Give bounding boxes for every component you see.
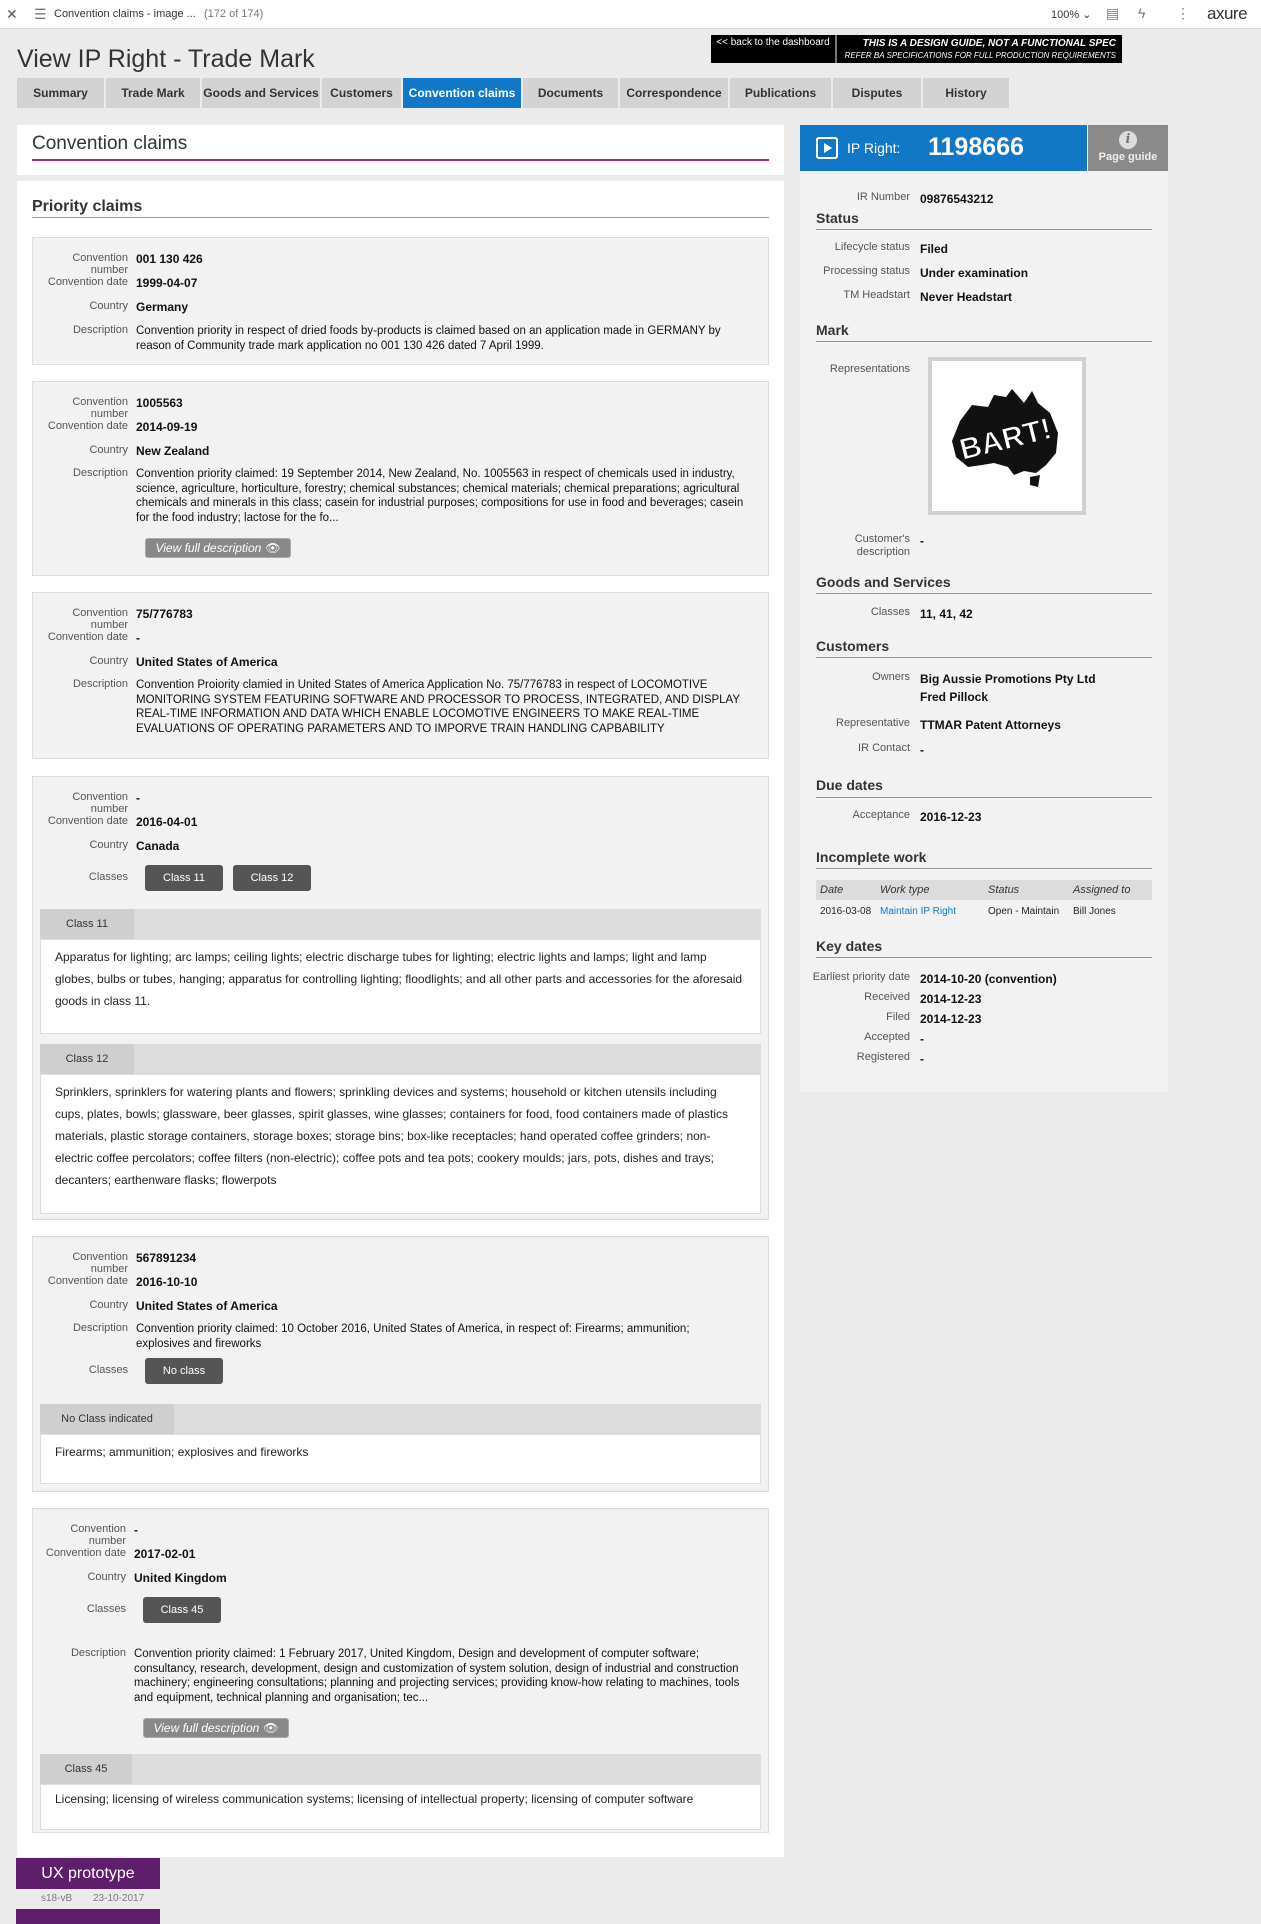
claim-date-row — [33, 1275, 197, 1289]
field-label: Country — [89, 1299, 128, 1311]
priority-claims-panel — [17, 181, 784, 1857]
filed-row — [800, 1011, 981, 1028]
class-detail-text: Licensing; licensing of wireless communication systems; licensing of intellectual property; licensing of computer software — [40, 1784, 761, 1830]
field-label: Convention number — [72, 252, 128, 276]
convention-date: 2016-10-10 — [136, 1275, 198, 1289]
field-label: Acceptance — [852, 809, 910, 821]
claim-country-row — [33, 655, 278, 669]
field-label: Country — [89, 300, 128, 312]
accepted-date: - — [920, 1032, 924, 1046]
field-label: Earliest priority date — [812, 971, 910, 983]
mark-title: Mark — [816, 322, 849, 338]
filed-date: 2014-12-23 — [920, 1012, 982, 1026]
field-label: Classes — [86, 1603, 126, 1615]
axure-logo: axure — [1207, 4, 1248, 23]
convention-description: Convention priority claimed: 1 February 2017, United Kingdom, Design and development of computer software; consultancy, research, development, design and customization of system solution, design of industrial and construction machinery; engineering consultations; planning and projecting services; providing know-how relating to machines, tools and equipment, technical planning and organisation; tec... — [134, 1648, 740, 1704]
field-label: Description — [72, 324, 128, 336]
representative-row — [800, 717, 1061, 734]
convention-country: New Zealand — [136, 444, 210, 458]
goods-title: Goods and Services — [816, 574, 951, 590]
info-icon: i — [1119, 131, 1137, 149]
claim-card — [32, 381, 769, 576]
claim-date-row — [31, 1547, 195, 1561]
convention-number: 75/776783 — [136, 607, 193, 621]
claim-description-row — [33, 678, 744, 736]
section-divider — [816, 797, 1152, 798]
field-label: IR Contact — [858, 742, 910, 754]
claim-card — [32, 1508, 769, 1833]
customer-description: - — [920, 534, 924, 548]
class-detail-header — [40, 1044, 761, 1074]
convention-date: 2014-09-19 — [136, 420, 198, 434]
section-divider — [816, 657, 1152, 658]
tab-publications[interactable]: Publications — [730, 78, 831, 108]
owners-row-2 — [800, 689, 988, 706]
work-date: 2016-03-08 — [820, 905, 872, 917]
claim-description-row — [31, 1647, 744, 1705]
view-full-description-button[interactable] — [145, 538, 291, 558]
incomplete-work-title: Incomplete work — [816, 849, 927, 865]
convention-number: 1005563 — [136, 396, 183, 410]
ip-right-number: 1198666 — [928, 133, 1024, 161]
tab-customers[interactable]: Customers — [322, 78, 401, 108]
axure-toolbar — [0, 0, 1261, 29]
convention-description: Convention priority in respect of dried foods by-products is claimed based on an application made in GERMANY by reason of Community trade mark application no 001 130 426 dated 7 April 1999. — [136, 325, 721, 352]
field-label: Convention number — [72, 607, 128, 631]
convention-country: Germany — [136, 300, 189, 314]
class-detail-tag: Class 45 — [40, 1754, 132, 1784]
headstart-row — [800, 289, 1012, 306]
page-guide-button[interactable] — [1088, 125, 1168, 171]
field-label: Representations — [829, 363, 910, 375]
convention-date: - — [136, 631, 140, 645]
section-title: Convention claims — [32, 133, 188, 154]
goods-classes-row — [800, 606, 973, 623]
convention-description: Convention priority claimed: 19 September 2014, New Zealand, No. 1005563 in respect of chemicals used in industry, science, agriculture, horticulture, forestry; chemical substances; chemical materials; chemical preparations; agricultural chemicals and minerals in this class; casein for industrial purposes; compositions for use in food and beverages; casein for the food industry; lactose for the fo... — [136, 468, 744, 524]
ip-right-header — [800, 125, 1087, 171]
zoom-select[interactable]: 100% ⌄ — [1051, 9, 1092, 21]
design-guide-banner — [711, 35, 1122, 63]
work-status: Open - Maintain — [988, 905, 1060, 917]
claim-country-row — [33, 839, 179, 853]
claim-number-row — [33, 252, 203, 276]
work-assignee: Bill Jones — [1073, 905, 1116, 917]
section-divider — [816, 341, 1152, 342]
processing-status: Under examination — [920, 266, 1029, 280]
convention-number: - — [134, 1523, 138, 1537]
claim-number-row — [31, 1523, 138, 1547]
claim-description-row — [33, 324, 744, 353]
field-label: Convention date — [47, 1275, 128, 1287]
claim-classes-row — [31, 1603, 134, 1615]
field-label: Description — [70, 1647, 126, 1659]
page-title: View IP Right - Trade Mark — [17, 45, 315, 73]
claim-description-row — [33, 467, 744, 525]
table-header — [816, 880, 1152, 900]
play-icon[interactable] — [816, 137, 838, 159]
ir-contact-row — [800, 742, 924, 759]
claim-date-row — [33, 276, 197, 290]
field-label: Filed — [886, 1011, 910, 1023]
field-label: TM Headstart — [843, 289, 910, 301]
class-11-button[interactable]: Class 11 — [145, 865, 223, 891]
status-title: Status — [816, 210, 859, 226]
priority-claims-divider — [32, 217, 769, 218]
class-detail-text: Sprinklers, sprinklers for watering plants and flowers; sprinkling devices and systems; household or kitchen utensils including cups, plates, bowls; glassware, beer glasses, spirit glasses, wine glasses; containers for food, food containers made of plastics materials, plastic storage containers, storage boxes; storage bins; box-like receptacles; hand operated coffee grinders; non-electric coffee percolators; coffee filters (non-electric); coffee pots and tea pots; cookery moulds; jars, pots, dishes and trays; decanters; earthenware flasks; flowerpots — [40, 1074, 761, 1214]
claim-country-row — [33, 300, 188, 314]
ip-right-label: IP Right: — [847, 140, 901, 156]
owners-row — [800, 671, 1096, 688]
field-label: Customer's description — [854, 533, 910, 558]
field-label: Description — [72, 467, 128, 479]
claim-country-row — [33, 444, 209, 458]
toolbar-page-title: Convention claims - image ... — [54, 8, 196, 20]
field-label: Convention date — [47, 815, 128, 827]
field-label: Country — [87, 1571, 126, 1583]
representative: TTMAR Patent Attorneys — [920, 718, 1061, 732]
earliest-priority-row — [800, 971, 1057, 988]
section-title-underline — [32, 159, 769, 161]
claim-number-row — [33, 607, 193, 631]
claim-number-row — [33, 1251, 196, 1275]
convention-description: Convention Proiority clamied in United States of America Application No. 75/776783 in respect of LOCOMOTIVE MONITORING SYSTEM FEATURING SOFTWARE AND PROCESSOR TO PROCESS, INTEGRATED, AND DISPLAY REAL-TIME INFORMATION AND DATA WHICH ENABLE LOCOMOTIVE ENGINEERS TO MAKE REAL-TIME EVALUATIONS OF OPERATING PARAMETERS AND TO IMPORVE TRAIN HANDLING CAPBABILITY — [136, 679, 740, 735]
claim-description-row — [33, 1322, 744, 1351]
claim-country-row — [33, 1299, 278, 1313]
section-divider — [816, 593, 1152, 594]
convention-date: 2017-02-01 — [134, 1547, 196, 1561]
notes-icon[interactable]: ▤ — [1106, 5, 1120, 21]
prototype-version: s18-vB — [41, 1893, 73, 1904]
representations-row — [800, 363, 920, 376]
column-header: Status — [988, 884, 1020, 896]
owner-2: Fred Pillock — [920, 690, 989, 704]
class-45-button[interactable]: Class 45 — [143, 1597, 221, 1623]
toolbar-page-count: (172 of 174) — [204, 8, 264, 20]
tab-trade-mark[interactable]: Trade Mark — [106, 78, 200, 108]
convention-date: 1999-04-07 — [136, 276, 198, 290]
class-detail-tag: No Class indicated — [40, 1404, 174, 1434]
owner-1: Big Aussie Promotions Pty Ltd — [920, 672, 1096, 686]
prototype-date: 23-10-2017 — [93, 1893, 145, 1904]
back-to-dashboard-link[interactable]: << back to the dashboard — [711, 35, 837, 63]
class-12-button[interactable]: Class 12 — [233, 865, 311, 891]
menu-icon[interactable]: ☰ — [34, 6, 47, 22]
ip-right-summary-panel — [800, 125, 1168, 1092]
convention-country: United States of America — [136, 655, 278, 669]
customers-title: Customers — [816, 638, 890, 654]
section-divider — [816, 229, 1152, 230]
design-guide-sub: REFER BA SPECIFICATIONS FOR FULL PRODUCTION REQUIREMENTS — [844, 51, 1116, 60]
claim-card — [32, 592, 769, 759]
registered-date: - — [920, 1052, 924, 1066]
priority-claims-title: Priority claims — [32, 198, 143, 215]
convention-number: 567891234 — [136, 1251, 197, 1265]
goods-classes: 11, 41, 42 — [920, 607, 973, 621]
eye-icon: 👁 — [263, 1721, 279, 1735]
work-type-link[interactable]: Maintain IP Right — [880, 905, 956, 917]
field-label: Representative — [836, 717, 910, 729]
due-dates-title: Due dates — [816, 777, 883, 793]
prototype-bar — [16, 1909, 160, 1924]
view-full-description-button[interactable] — [143, 1718, 289, 1738]
customer-description-row — [800, 533, 924, 559]
accepted-row — [800, 1031, 924, 1048]
convention-country: United States of America — [136, 1299, 278, 1313]
table-row — [816, 900, 1152, 922]
claim-date-row — [33, 815, 197, 829]
class-detail-tag: Class 11 — [40, 909, 134, 939]
ir-number: 09876543212 — [920, 192, 994, 206]
tab-documents[interactable]: Documents — [523, 78, 618, 108]
acceptance-row — [800, 809, 981, 826]
processing-row — [800, 265, 1028, 282]
convention-country: Canada — [136, 839, 180, 853]
field-label: Classes — [88, 871, 128, 883]
field-label: Description — [72, 1322, 128, 1334]
tm-headstart: Never Headstart — [920, 290, 1013, 304]
class-detail-header — [40, 1754, 761, 1784]
field-label: Country — [89, 444, 128, 456]
tab-summary[interactable]: Summary — [17, 78, 104, 108]
view-full-description-label: View full description — [155, 541, 262, 555]
field-label: Country — [89, 839, 128, 851]
tab-correspondence[interactable]: Correspondence — [620, 78, 728, 108]
key-dates-title: Key dates — [816, 938, 883, 954]
field-label: Accepted — [864, 1031, 910, 1043]
claim-number-row — [33, 791, 140, 815]
class-detail-tag: Class 12 — [40, 1044, 134, 1074]
ip-right-tabs — [17, 78, 1011, 108]
claim-classes-row — [33, 871, 136, 883]
no-class-button[interactable]: No class — [145, 1358, 223, 1384]
column-header: Assigned to — [1073, 884, 1131, 896]
hotspots-icon[interactable]: ϟ — [1138, 5, 1146, 21]
field-label: Convention date — [47, 276, 128, 288]
section-divider — [816, 957, 1152, 958]
field-label: Convention date — [47, 631, 128, 643]
claim-date-row — [33, 420, 197, 434]
claim-date-row — [33, 631, 140, 645]
section-divider — [816, 868, 1152, 869]
design-guide-main: THIS IS A DESIGN GUIDE, NOT A FUNCTIONAL SPEC — [862, 38, 1116, 49]
received-date: 2014-12-23 — [920, 992, 982, 1006]
class-detail-text: Apparatus for lighting; arc lamps; ceiling lights; electric discharge tubes for lighting; electric lights and lamps; light and lamp globes, bulbs or tubes, hanging; apparatus for controlling lighting; floodlights; and all other parts and accessories for the aforesaid goods in class 11. — [40, 939, 761, 1034]
field-label: Owners — [872, 671, 910, 683]
column-header: Date — [820, 884, 844, 896]
field-label: Convention number — [70, 1523, 126, 1547]
class-detail-header — [40, 1404, 761, 1434]
design-guide-notice — [837, 35, 1122, 63]
earliest-priority-date: 2014-10-20 (convention) — [920, 972, 1057, 986]
logo-text: BART! — [956, 412, 1055, 467]
field-label: Convention date — [47, 420, 128, 432]
tab-goods-and-services[interactable]: Goods and Services — [202, 78, 320, 108]
ir-number-row — [800, 191, 993, 208]
class-detail-text: Firearms; ammunition; explosives and fireworks — [40, 1434, 761, 1484]
section-header — [17, 125, 784, 175]
convention-number: 001 130 426 — [136, 252, 203, 266]
lifecycle-status: Filed — [920, 242, 949, 256]
ir-contact: - — [920, 743, 924, 757]
convention-description: Convention priority claimed: 10 October 2016, United States of America, in respect of: Firearms; ammunition; explosives and fireworks — [136, 1323, 690, 1350]
incomplete-work-table — [816, 880, 1152, 922]
claim-card — [32, 1236, 769, 1492]
more-options-icon[interactable]: ⋮ — [1176, 5, 1190, 21]
tab-convention-claims[interactable]: Convention claims — [403, 78, 521, 108]
field-label: IR Number — [856, 191, 910, 203]
lifecycle-row — [800, 241, 948, 258]
convention-country: United Kingdom — [134, 1571, 227, 1585]
claim-country-row — [31, 1571, 227, 1585]
field-label: Convention date — [45, 1547, 126, 1559]
field-label: Processing status — [823, 265, 910, 277]
field-label: Convention number — [72, 396, 128, 420]
eye-icon: 👁 — [265, 541, 281, 555]
convention-number: - — [136, 791, 140, 805]
field-label: Received — [864, 991, 910, 1003]
received-row — [800, 991, 981, 1008]
convention-date: 2016-04-01 — [136, 815, 198, 829]
acceptance-date: 2016-12-23 — [920, 810, 982, 824]
claim-number-row — [33, 396, 183, 420]
class-detail-header — [40, 909, 761, 939]
claim-classes-row — [33, 1364, 136, 1376]
claim-card — [32, 237, 769, 365]
field-label: Lifecycle status — [834, 241, 910, 253]
close-icon[interactable]: ✕ — [6, 6, 18, 22]
field-label: Classes — [88, 1364, 128, 1376]
registered-row — [800, 1051, 924, 1068]
zoom-value: 100% — [1051, 9, 1080, 21]
tab-history[interactable]: History — [923, 78, 1009, 108]
field-label: Convention number — [72, 1251, 128, 1275]
field-label: Country — [89, 655, 128, 667]
ux-prototype-badge: UX prototype — [16, 1858, 160, 1889]
column-header: Work type — [880, 884, 930, 896]
view-full-description-label: View full description — [153, 1721, 260, 1735]
tab-disputes[interactable]: Disputes — [833, 78, 921, 108]
claim-card — [32, 776, 769, 1220]
bart-australia-logo — [932, 361, 1082, 511]
field-label: Description — [72, 678, 128, 690]
trade-mark-image — [928, 357, 1086, 515]
page-guide-label: Page guide — [1098, 151, 1158, 163]
field-label: Convention number — [72, 791, 128, 815]
field-label: Registered — [856, 1051, 910, 1063]
field-label: Classes — [870, 606, 910, 618]
